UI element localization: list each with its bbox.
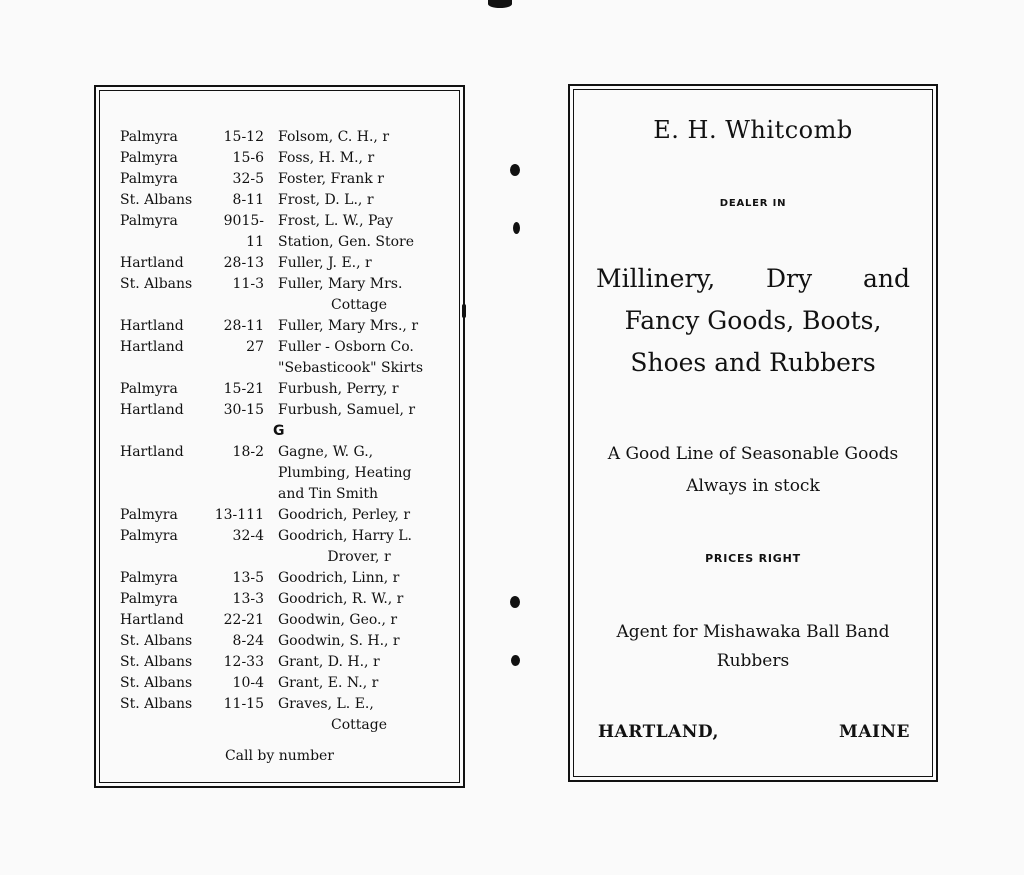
entry-town: Palmyra [120, 129, 178, 145]
ad-goods-line-3: Shoes and Rubbers [630, 348, 876, 377]
ad-state: MAINE [839, 722, 910, 742]
ink-mark [488, 0, 512, 8]
entry-town: Hartland [120, 255, 184, 271]
entry-name-line: Cottage [331, 297, 387, 313]
directory-entry [120, 274, 440, 316]
entry-name-line: and Tin Smith [278, 486, 379, 502]
entry-name-line: Frost, D. L., r [278, 192, 374, 208]
directory-entry [120, 589, 440, 610]
entry-number: 22-21 [223, 612, 264, 628]
entry-name-line: Goodrich, Perley, r [278, 507, 411, 523]
entry-town: Palmyra [120, 381, 178, 397]
ink-mark [513, 222, 520, 234]
ad-location [598, 722, 910, 742]
ink-mark [511, 655, 520, 666]
ad-dealer-in: DEALER IN [719, 198, 787, 209]
entry-town: Palmyra [120, 591, 178, 607]
entry-number: 30-15 [223, 402, 264, 418]
directory-entry [120, 568, 440, 589]
entry-name-line: Furbush, Perry, r [278, 381, 399, 397]
directory-entry [120, 694, 440, 736]
directory-entry [120, 631, 440, 652]
entry-town: Palmyra [120, 150, 178, 166]
entry-name [278, 274, 440, 316]
entry-name [278, 694, 440, 736]
entry-name-line: Gagne, W. G., [278, 444, 374, 460]
ad-prices-right: PRICES RIGHT [705, 552, 801, 565]
entry-name-line: Fuller, Mary Mrs., r [278, 318, 419, 334]
entry-number: 15-6 [232, 150, 264, 166]
advertisement [570, 86, 936, 780]
entry-name [278, 652, 440, 673]
directory-entry [120, 211, 440, 253]
entry-name [278, 526, 440, 568]
entry-name-line: Goodrich, R. W., r [278, 591, 404, 607]
entry-name-line: Goodrich, Linn, r [278, 570, 400, 586]
directory-entry [120, 169, 440, 190]
entry-number: 32-5 [232, 171, 264, 187]
entry-number: 13-3 [232, 591, 264, 607]
entry-name-line: Station, Gen. Store [278, 234, 415, 250]
entry-name [278, 568, 440, 589]
directory-entry [120, 127, 440, 148]
advertisement-page [568, 84, 938, 782]
entry-name [278, 127, 440, 148]
entry-name-line: Goodrich, Harry L. [278, 528, 412, 544]
entry-town: Palmyra [120, 507, 178, 523]
entry-name [278, 379, 440, 400]
entry-name-line: Folsom, C. H., r [278, 129, 390, 145]
directory-entry [120, 400, 440, 421]
call-by-number-note: Call by number [224, 748, 335, 764]
ad-goods-line-2: Fancy Goods, Boots, [624, 306, 882, 335]
entry-number: 32-4 [232, 528, 264, 544]
entry-number: 18-2 [232, 444, 264, 460]
directory-entry [120, 442, 440, 505]
entry-number: 11-3 [232, 276, 264, 292]
ad-agent-line-2: Rubbers [716, 651, 790, 671]
entry-name-line: Fuller - Osborn Co. [278, 339, 414, 355]
directory-entry [120, 652, 440, 673]
ad-agent [570, 618, 936, 676]
directory-entry [120, 379, 440, 400]
entry-name [278, 253, 440, 274]
entry-name [278, 442, 440, 505]
ink-mark [510, 596, 520, 608]
entry-name-line: Drover, r [327, 549, 391, 565]
entry-name [278, 400, 440, 421]
entry-town: St. Albans [120, 192, 193, 208]
entry-name [278, 673, 440, 694]
entry-town: Hartland [120, 444, 184, 460]
entry-name [278, 316, 440, 337]
entry-number: 12-33 [223, 654, 264, 670]
directory-entry [120, 505, 440, 526]
entry-name-line: Foss, H. M., r [278, 150, 375, 166]
entry-number: 9015-11 [223, 213, 264, 250]
ad-seasonal-line-1: A Good Line of Seasonable Goods [607, 444, 899, 464]
entry-town: Palmyra [120, 171, 178, 187]
entry-name-line: Fuller, Mary Mrs. [278, 276, 403, 292]
entry-number: 10-4 [232, 675, 264, 691]
ad-goods-word: Millinery, [596, 264, 716, 293]
entry-name-line: Graves, L. E., [278, 696, 374, 712]
entry-name-line: Goodwin, Geo., r [278, 612, 398, 628]
entry-name [278, 610, 440, 631]
entry-number: 8-11 [232, 192, 264, 208]
entry-name-line: Frost, L. W., Pay [278, 213, 394, 229]
entry-number: 27 [246, 339, 264, 355]
entry-name [278, 211, 440, 253]
entry-town: Palmyra [120, 528, 178, 544]
directory-entry [120, 673, 440, 694]
directory-entry [120, 190, 440, 211]
entry-town: St. Albans [120, 696, 193, 712]
entry-town: Hartland [120, 402, 184, 418]
section-letter: G [273, 423, 285, 439]
entry-number: 13-111 [214, 507, 264, 523]
ad-goods-word: and [862, 264, 910, 293]
entry-number: 15-21 [223, 381, 264, 397]
entry-number: 13-5 [232, 570, 264, 586]
entry-town: Hartland [120, 339, 184, 355]
entry-town: St. Albans [120, 675, 193, 691]
entry-number: 28-11 [223, 318, 264, 334]
entry-number: 11-15 [223, 696, 264, 712]
entry-town: St. Albans [120, 633, 193, 649]
ad-agent-line-1: Agent for Mishawaka Ball Band [616, 622, 890, 642]
ad-seasonal [570, 438, 936, 502]
ink-mark [510, 164, 520, 176]
ad-town: HARTLAND, [598, 722, 719, 742]
entry-name-line: Plumbing, Heating [278, 465, 412, 481]
ad-goods-line-1 [596, 258, 910, 300]
entry-town: Palmyra [120, 213, 178, 229]
ink-mark [462, 304, 466, 318]
entry-number: 15-12 [223, 129, 264, 145]
directory-list [120, 127, 440, 736]
directory-entry [120, 253, 440, 274]
entry-name-line: Goodwin, S. H., r [278, 633, 400, 649]
entry-name-line: Grant, E. N., r [278, 675, 379, 691]
entry-name-line: "Sebasticook" Skirts [278, 360, 424, 376]
ad-title: E. H. Whitcomb [653, 116, 853, 144]
entry-town: Hartland [120, 612, 184, 628]
directory-entry [120, 337, 440, 379]
entry-town: St. Albans [120, 654, 193, 670]
entry-name [278, 169, 440, 190]
entry-name [278, 337, 440, 379]
directory-page [94, 85, 465, 788]
entry-town: St. Albans [120, 276, 193, 292]
entry-number: 28-13 [223, 255, 264, 271]
entry-town: Hartland [120, 318, 184, 334]
entry-name [278, 148, 440, 169]
entry-name [278, 589, 440, 610]
entry-name-line: Foster, Frank r [278, 171, 384, 187]
ad-goods-word: Dry [766, 264, 813, 293]
entry-name [278, 631, 440, 652]
entry-name-line: Grant, D. H., r [278, 654, 380, 670]
entry-name [278, 505, 440, 526]
entry-town: Palmyra [120, 570, 178, 586]
directory-entry [120, 526, 440, 568]
directory-entry [120, 610, 440, 631]
ad-seasonal-line-2: Always in stock [686, 476, 820, 496]
directory-entry [120, 148, 440, 169]
directory-entry [120, 316, 440, 337]
entry-name-line: Cottage [331, 717, 387, 733]
ad-goods [596, 258, 910, 384]
entry-name-line: Furbush, Samuel, r [278, 402, 416, 418]
entry-name-line: Fuller, J. E., r [278, 255, 372, 271]
entry-name [278, 190, 440, 211]
entry-number: 8-24 [232, 633, 264, 649]
